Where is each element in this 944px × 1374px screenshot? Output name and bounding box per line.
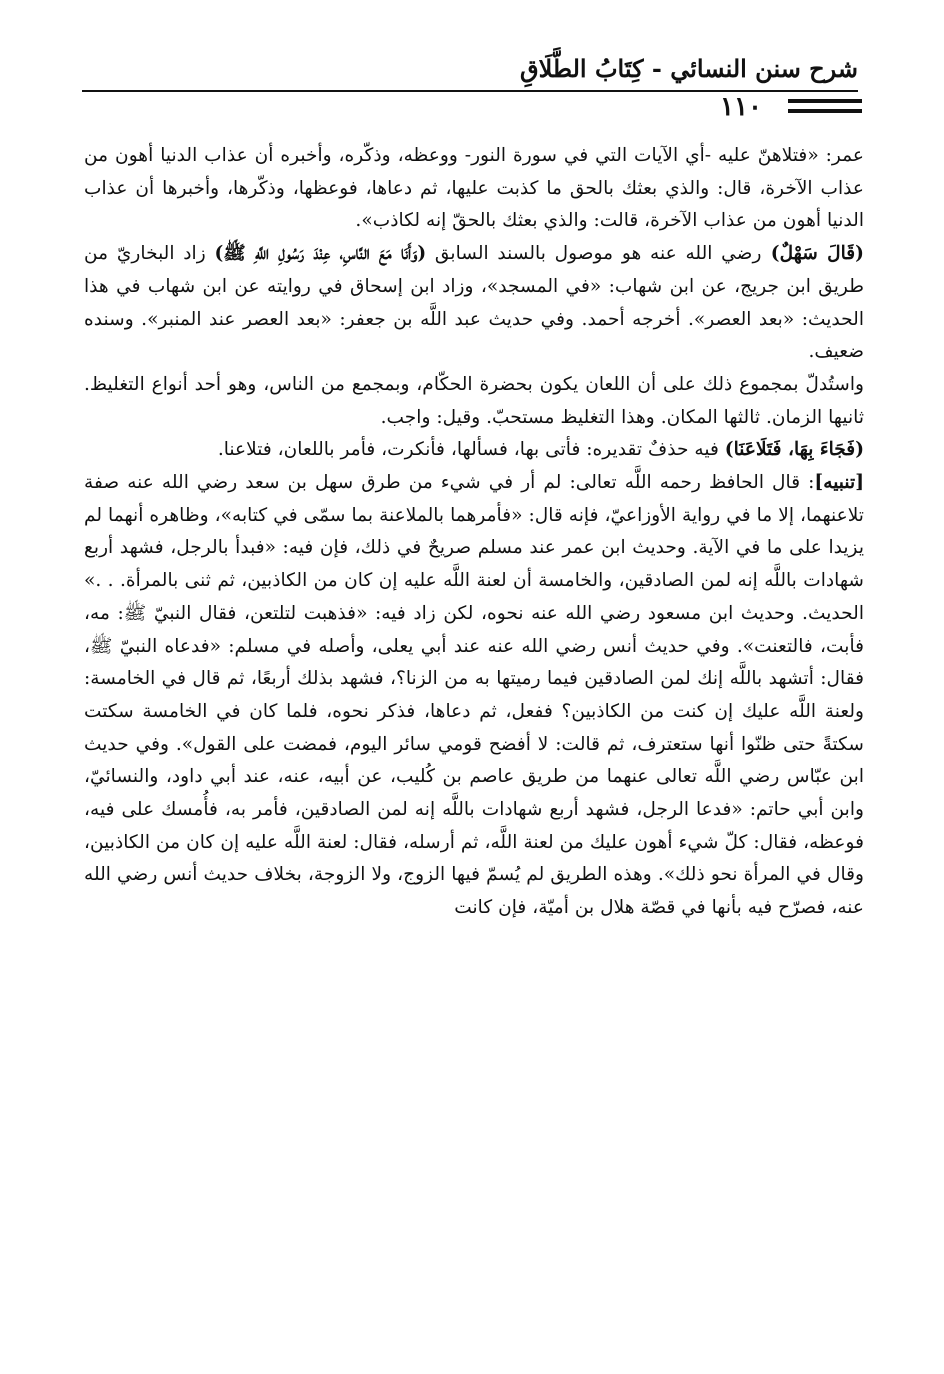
paragraph <box>84 434 864 467</box>
bold-segment: (فَجَاءَ بِهَا، فَتَلَاعَنَا) <box>724 439 864 461</box>
bold-segment: [تنبيه] <box>814 472 864 494</box>
running-title: شرح سنن النسائي - كِتَابُ الطَّلَاقِ <box>519 54 858 83</box>
body-text <box>84 140 864 1330</box>
bold-segment: (وَأَنَا مَعَ النَّاسِ، عِنْدَ رَسُولِ اللَّهِ ﷺ) <box>214 243 427 265</box>
bold-segment: (قَالَ سَهْلٌ) <box>761 243 864 265</box>
text-segment: عمر: «فتلاهنّ عليه -أي الآيات التي في سورة النور- ووعظه، وذكّره، وأخبره أن عذاب الدنيا أهون من عذاب الآخرة، قال: والذي بعثك بالحق ما كذبت عليها، ثم دعاها، فوعظها، وذكّرها، وأخبرها أن عذاب الدنيا أهون من عذاب الآخرة، قالت: والذي بعثك بالحقّ إنه لكاذب». <box>84 145 864 232</box>
page-number-rule-upper <box>788 99 862 103</box>
page-number-rule-lower <box>788 109 862 113</box>
paragraph <box>84 238 864 369</box>
text-segment: زاد البخاريّ من طريق ابن جريج، عن ابن شهاب: «في المسجد»، وزاد ابن إسحاق في روايته عن ابن شهاب في هذا الحديث: «بعد العصر». أخرجه أحمد. وفي حديث عبد اللَّه بن جعفر: «بعد العصر عند المنبر». وسنده ضعيف. <box>84 243 864 363</box>
page-number: ١١٠ <box>720 92 762 122</box>
text-segment: رضي الله عنه هو موصول بالسند السابق <box>426 243 762 265</box>
paragraph <box>84 467 864 925</box>
paragraph <box>84 369 864 434</box>
paragraph <box>84 140 864 238</box>
text-segment: : قال الحافظ رحمه اللَّه تعالى: لم أر في شيء من طرق سهل بن سعد رضي الله عنه صفة تلاعنهما، إلا ما في رواية الأوزاعيّ، فإنه قال: «فأمرهما بالملاعنة بما سمّى في كتابه»، وظاهره أنهما لم يزيدا على ما في الآية. وحديث ابن عمر عند مسلم صريحٌ في ذلك، فإن فيه: «فبدأ بالرجل، فشهد أربع شهادات باللَّه إنه لمن الصادقين، والخامسة أن لعنة اللَّه عليه إن كان من الكاذبين، ثم ثنى بالمرأة. . .» الحديث. وحديث ابن مسعود رضي الله عنه نحوه، لكن زاد فيه: «فذهبت لتلتعن، فقال النبيّ ﷺ: مه، فأبت، فالتعنت». وفي حديث أنس رضي الله عنه عند أبي يعلى، وأصله في مسلم: «فدعاه النبيّ ﷺ، فقال: أتشهد باللَّه إنك لمن الصادقين فيما رميتها به من الزنا؟، فشهد بذلك أربعًا، ثم قال في الخامسة: ولعنة اللَّه عليك إن كنت من الكاذبين؟ ففعل، ثم دعاها، فذكر نحوه، فلما كان في الخامسة سكتت سكتةً حتى ظنّوا أنها ستعترف، ثم قالت: لا أفضح قومي سائر اليوم، فمضت على القول». وفي حديث ابن عبّاس رضي اللَّه تعالى عنهما من طريق عاصم بن كُليب، عن أبيه، عنه، عند أبي داود، والنسائيّ، وابن أبي حاتم: «فدعا الرجل، فشهد أربع شهادات باللَّه إنه لمن الصادقين، فأمر به، فأُمسك على فيه، فوعظه، فقال: كلّ شيء أهون عليك من لعنة اللَّه، ثم أرسله، فقال: لعنة اللَّه عليه إن كان من الكاذبين، وقال في المرأة نحو ذلك». وهذه الطريق لم يُسمّ فيها الزوج، ولا الزوجة، بخلاف حديث أنس رضي الله عنه، فصرّح فيه بأنها في قصّة هلال بن أميّة، فإن كانت <box>84 472 864 919</box>
text-segment: واستُدلّ بمجموع ذلك على أن اللعان يكون بحضرة الحكّام، وبمجمع من الناس، وهو أحد أنواع التغليظ. ثانيها الزمان. ثالثها المكان. وهذا التغليظ مستحبّ. وقيل: واجب. <box>84 373 864 428</box>
text-segment: فيه حذفٌ تقديره: فأتى بها، فسألها، فأنكرت، فأمر باللعان، فتلاعنا. <box>217 439 725 461</box>
